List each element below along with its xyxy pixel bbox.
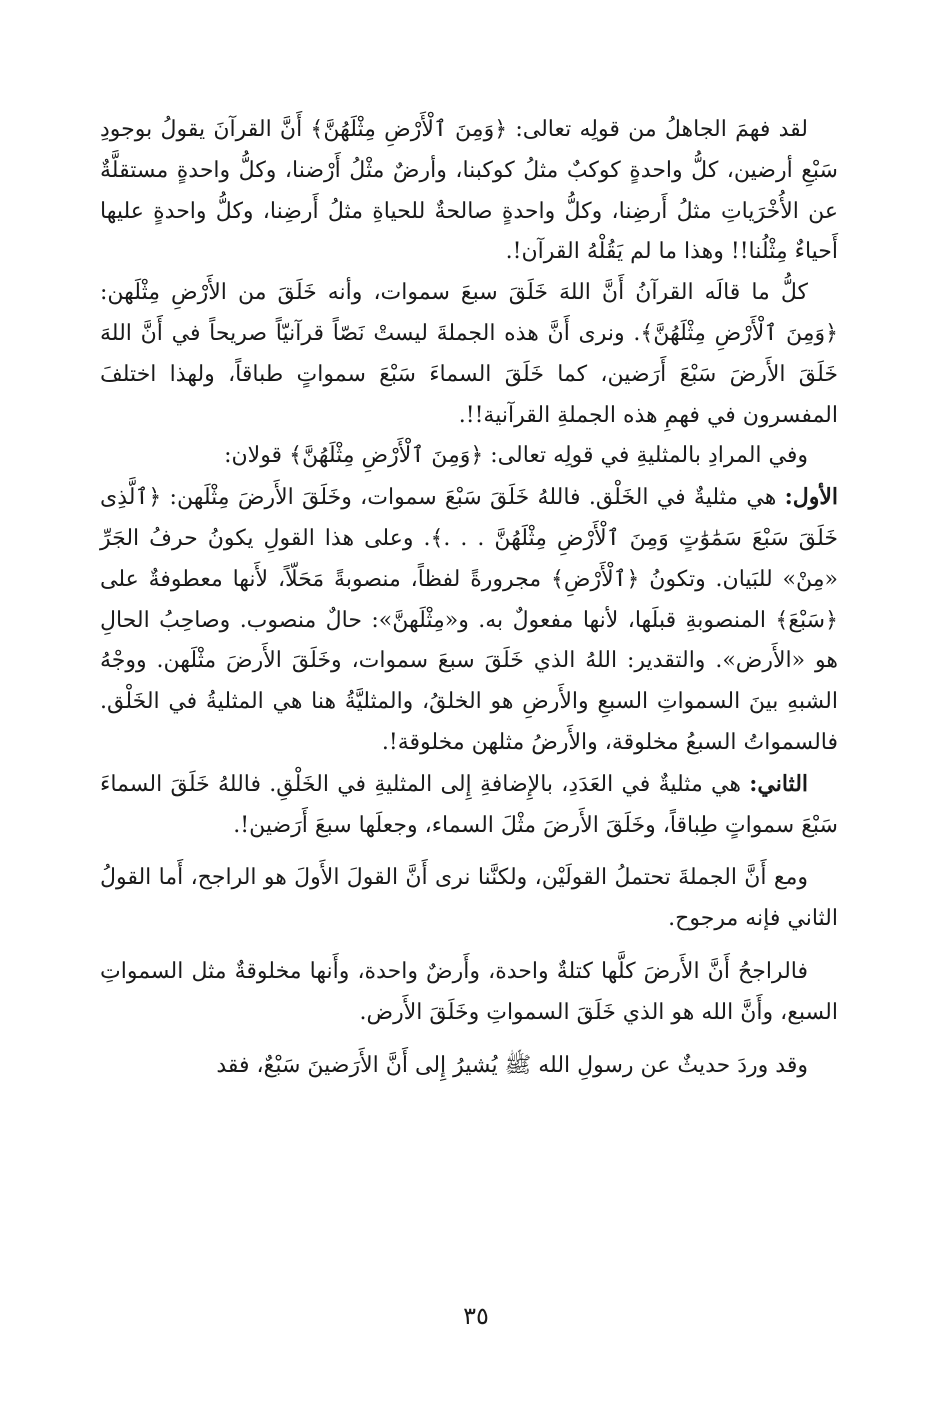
paragraph-3: وفي المرادِ بالمثليةِ في قولِه تعالى: ﴿وَمِنَ ٱلْأَرْضِ مِثْلَهُنَّ﴾ قولان: <box>224 443 808 469</box>
page-number: ٣٥ <box>463 1302 489 1330</box>
paragraph-6: ومع أَنَّ الجملةَ تحتملُ القولَيْن، ولكنَّنا نرى أَنَّ القولَ الأَولَ هو الراجح، أَما القولُ الثاني فإنه مرجوح. <box>100 865 838 932</box>
first-opinion-label: الأول: <box>784 484 838 511</box>
second-opinion-label: الثاني: <box>749 770 809 797</box>
paragraph-1: لقد فهمَ الجاهلُ من قولِه تعالى: ﴿وَمِنَ ٱلْأَرْضِ مِثْلَهُنَّ﴾ أَنَّ القرآنَ يقولُ بوجودِ سَبْعِ أرضين، كلُّ واحدةٍ كوكبٌ مثلُ كوكبنا، وأرضٌ مثْلُ أَرْضنا، وكلُّ واحدةٍ مستقلَّةٌ عن الأُخْرَياتِ مثلُ أَرضِنا، وكلُّ واحدةٍ صالحةٌ للحياةِ مثلُ أَرضِنا، وكلُّ واحدةٍ عليها أَحياءٌ مِثْلُنا!! وهذا ما لم يَقُلْهُ القرآن!. <box>100 117 838 265</box>
paragraph-second-opinion <box>100 764 838 847</box>
paragraph-2: كلُّ ما قالَه القرآنُ أَنَّ اللهَ خَلَقَ سبعَ سموات، وأنه خَلَقَ من الأَرْضِ مِثْلَهن: ﴿وَمِنَ ٱلْأَرْضِ مِثْلَهُنَّ﴾. ونرى أَنَّ هذه الجملةَ ليستْ نَصّاً قرآنيّاً صريحاً في أَنَّ اللهَ خَلَقَ الأَرضَ سَبْعَ أَرَضين، كما خَلَقَ السماءَ سَبْعَ سمواتٍ طباقاً، ولهذا اختلفَ المفسرون في فهمِ هذه الجملةِ القرآنية!!. <box>100 280 838 428</box>
first-opinion-text: هي مثليةٌ في الخَلْق. فاللهُ خَلَقَ سَبْعَ سموات، وخَلَقَ الأَرضَ مِثْلَهن: ﴿ٱلَّذِى خَلَقَ سَبْعَ سَمَٰوَٰتٍ وَمِنَ ٱلْأَرْضِ مِثْلَهُنَّ . . .﴾. وعلى هذا القولِ يكونُ حرفُ الجَرِّ «مِنْ» للبَيان. وتكونُ ﴿ٱلْأَرْضِ﴾ مجرورةً لفظاً، منصوبةً مَحَلّاً، لأَنها معطوفةٌ على ﴿سَبْعَ﴾ المنصوبةِ قبلَها، لأنها مفعولٌ به. و«مِثْلَهنَّ»: حالٌ منصوب. وصاحِبُ الحالِ هو «الأَرض». والتقدير: اللهُ الذي خَلَقَ سبعَ سموات، وخَلَقَ الأَرضَ مثْلَهن. ووجْهُ الشبهِ بينَ السمواتِ السبعِ والأَرضِ هو الخلقُ، والمثليَّةُ هنا هي المثليةُ في الخَلْق. فالسمواتُ السبعُ مخلوقة، والأَرضُ مثلهن مخلوقة!. <box>100 485 838 755</box>
second-opinion-text: هي مثليةٌ في العَدَدِ، بالإِضافةِ إِلى المثليةِ في الخَلْقِ. فاللهُ خَلَقَ السماءَ سَبْعَ سمواتٍ طِباقاً، وخَلَقَ الأَرضَ مثْلَ السماء، وجعلَها سبعَ أَرَضين!. <box>100 771 838 838</box>
page-body <box>100 110 838 1086</box>
paragraph-first-opinion <box>100 477 838 764</box>
paragraph-8: وقد وردَ حديثٌ عن رسولِ الله ﷺ يُشيرُ إِلى أَنَّ الأَرَضينَ سَبْعٌ، فقد <box>216 1052 808 1078</box>
paragraph-7: فالراجحُ أَنَّ الأَرضَ كلَّها كتلةٌ واحدة، وأَرضٌ واحدة، وأَنها مخلوقةٌ مثل السمواتِ السبع، وأَنَّ الله هو الذي خَلَقَ السمواتِ وخَلَقَ الأَرض. <box>100 958 838 1025</box>
